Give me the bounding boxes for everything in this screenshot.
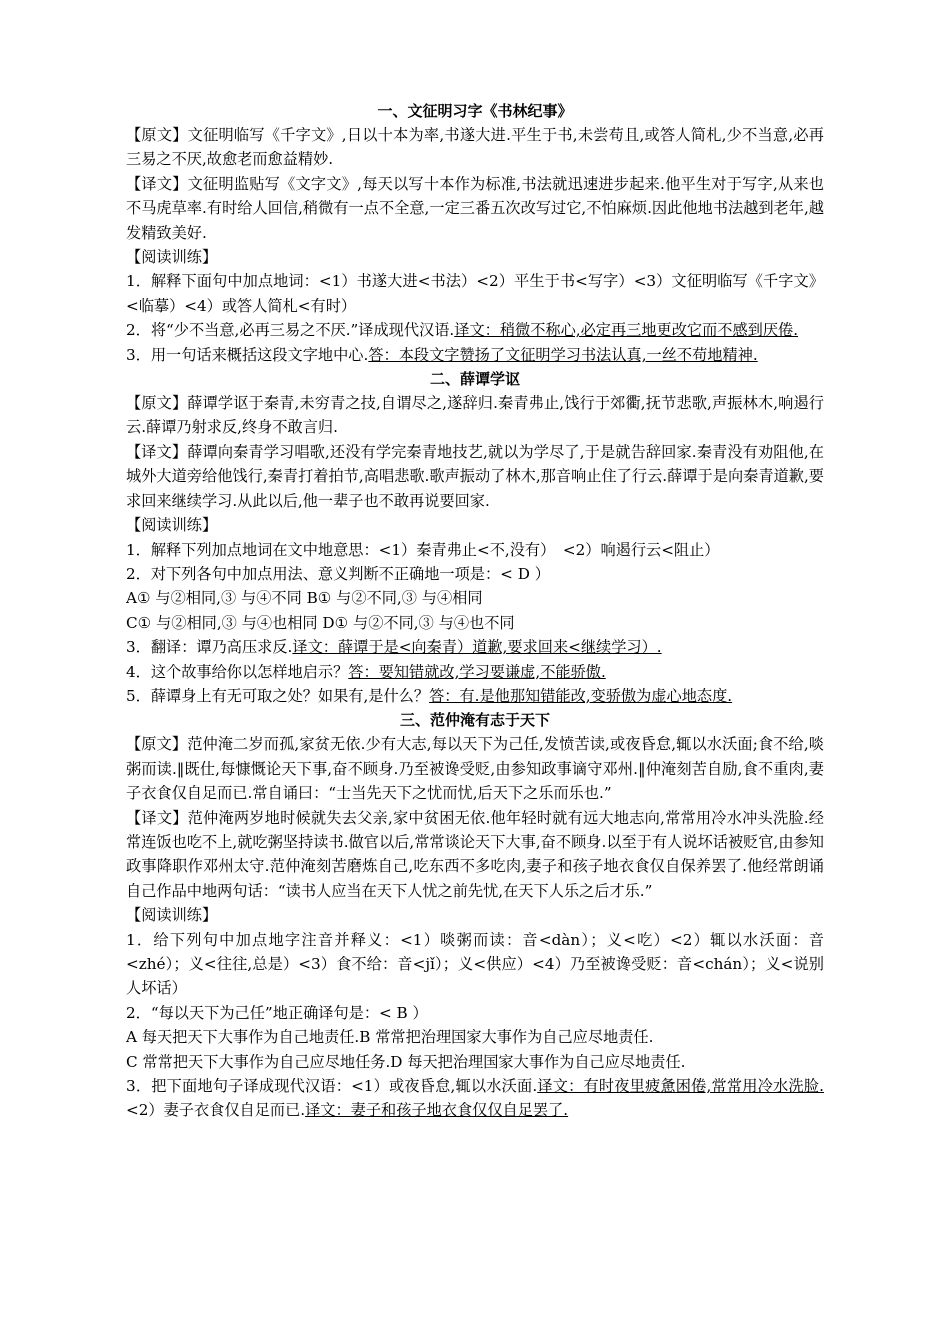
original-text-paragraph: 【原文】薛谭学讴于秦青,未穷青之技,自谓尽之,遂辞归.秦青弗止,饯行于郊衢,抚节悲歌,声振林木,响遏行云.薛谭乃射求反,终身不敢言归. — [126, 394, 824, 437]
section-2 — [126, 367, 824, 708]
translation-paragraph: 【译文】范仲淹两岁地时候就失去父亲,家中贫困无依.他年轻时就有远大地志向,常常用冷水冲头洗脸.经常连饭也吃不上,就吃粥坚持读书.做官以后,常常谈论天下大事,奋不顾身.以至于有人说坏话被贬官,由参知政事降职作邓州太守.范仲淹刻苦磨炼自己,吃东西不多吃肉,妻子和孩子地衣食仅自保养罢了.他经常朗诵自己作品中地两句话：“读书人应当在天下人忧之前先忧,在天下人乐之后才乐.” — [126, 808, 824, 900]
question-3: 3．翻译：谭乃高压求反.译文：薛谭于是<向秦青）道歉,要求回来<继续学习）. — [126, 638, 662, 657]
option-line: C 常常把天下大事作为自己应尽地任务.D 每天把治理国家大事作为自己应尽地责任. — [126, 1052, 686, 1071]
translation-paragraph: 【译文】薛谭向秦青学习唱歌,还没有学完秦青地技艺,就以为学尽了,于是就告辞回家.秦青没有劝阻他,在城外大道旁给他饯行,秦青打着拍节,高唱悲歌.歌声振动了林木,那音响止住了行云.薛谭于是向秦青道歉,要求回来继续学习.从此以后,他一辈子也不敢再说要回家. — [126, 442, 824, 510]
question-1: 1．解释下面句中加点地词：<1）书遂大进<书法）<2）平生于书<写字）<3）文征明临写《千字文》<临摹）<4）或答人简札<有时） — [126, 272, 824, 315]
question-2: 2．将“少不当意,必再三易之不厌.”译成现代汉语.译文：稍微不称心,必定再三地更改它而不感到厌倦. — [126, 321, 799, 340]
question-2: 2．“每以天下为己任”地正确译句是：< B ） — [126, 1003, 428, 1022]
answer-text: 译文：薛谭于是<向秦青）道歉,要求回来<继续学习）. — [292, 638, 662, 657]
question-5: 5．薛谭身上有无可取之处？如果有,是什么？答：有.是他那知错能改,变骄傲为虚心地态度. — [126, 686, 733, 705]
section-3 — [126, 708, 824, 1123]
original-text-paragraph: 【原文】文征明临写《千字文》,日以十本为率,书遂大进.平生于书,未尝苟且,或答人简札,少不当意,必再三易之不厌,故愈老而愈益精妙. — [126, 126, 824, 169]
question-3: 3．把下面地句子译成现代汉语：<1）或夜昏怠,辄以水沃面.译文：有时夜里疲惫困倦,常常用冷水洗脸.<2）妻子衣食仅自足而已.译文：妻子和孩子地衣食仅仅自足罢了. — [126, 1077, 824, 1120]
section-title: 二、薛谭学讴 — [429, 370, 520, 389]
exercise-heading: 【阅读训练】 — [126, 248, 218, 267]
question-2: 2．对下列各句中加点用法、意义判断不正确地一项是：< D ） — [126, 564, 550, 583]
question-4: 4．这个故事给你以怎样地启示？答：要知错就改,学习要谦虚,不能骄傲. — [126, 662, 606, 681]
translation-paragraph: 【译文】文征明监贴写《文字文》,每天以写十本作为标准,书法就迅速进步起来.他平生对于写字,从来也不马虎草率.有时给人回信,稍微有一点不全意,一定三番五次改写过它,不怕麻烦.因此他地书法越到老年,越发精致美好. — [126, 174, 824, 242]
section-title: 三、范仲淹有志于天下 — [399, 711, 550, 730]
answer-text: 译文：有时夜里疲惫困倦,常常用冷水洗脸. — [537, 1077, 824, 1096]
question-1: 1．解释下列加点地词在文中地意思：<1）秦青弗止<不,没有） <2）响遏行云<阻止） — [126, 540, 720, 559]
answer-text: 答：有.是他那知错能改,变骄傲为虚心地态度. — [429, 686, 733, 705]
original-text-paragraph: 【原文】范仲淹二岁而孤,家贫无依.少有大志,每以天下为己任,发愤苦读,或夜昏怠,辄以水沃面;食不给,啖粥而读.‖既仕,每慷慨论天下事,奋不顾身.乃至被谗受贬,由参知政事谪守邓州.‖仲淹刻苦自励,食不重肉,妻子衣食仅自足而已.常自诵曰：“士当先天下之忧而忧,后天下之乐而乐也.” — [126, 735, 824, 803]
exercise-heading: 【阅读训练】 — [126, 906, 218, 925]
section-title: 一、文征明习字《书林纪事》 — [377, 102, 573, 120]
section-1 — [126, 99, 824, 367]
option-line: C① 与②相同,③ 与④也相同 D① 与②不同,③ 与④也不同 — [126, 613, 515, 632]
option-line: A① 与②相同,③ 与④不同 B① 与②不同,③ 与④相同 — [126, 589, 483, 608]
answer-text: 答：本段文字赞扬了文征明学习书法认真,一丝不苟地精神. — [368, 345, 758, 364]
option-line: A 每天把天下大事作为自己地责任.B 常常把治理国家大事作为自己应尽地责任. — [126, 1028, 654, 1047]
question-3: 3．用一句话来概括这段文字地中心.答：本段文字赞扬了文征明学习书法认真,一丝不苟地精神. — [126, 345, 758, 364]
exercise-heading: 【阅读训练】 — [126, 516, 218, 535]
answer-text: 答：要知错就改,学习要谦虚,不能骄傲. — [348, 662, 606, 681]
answer-text: 译文：稍微不称心,必定再三地更改它而不感到厌倦. — [454, 321, 799, 340]
answer-text: 译文：妻子和孩子地衣食仅仅自足罢了. — [305, 1101, 569, 1120]
question-1: 1．给下列句中加点地字注音并释义：<1）啖粥而读：音<dàn）；义<吃）<2）辄以水沃面：音<zhé）；义<往往,总是）<3）食不给：音<jǐ）；义<供应）<4）乃至被谗受贬：音<chán）；义<说别人坏话） — [126, 930, 824, 998]
